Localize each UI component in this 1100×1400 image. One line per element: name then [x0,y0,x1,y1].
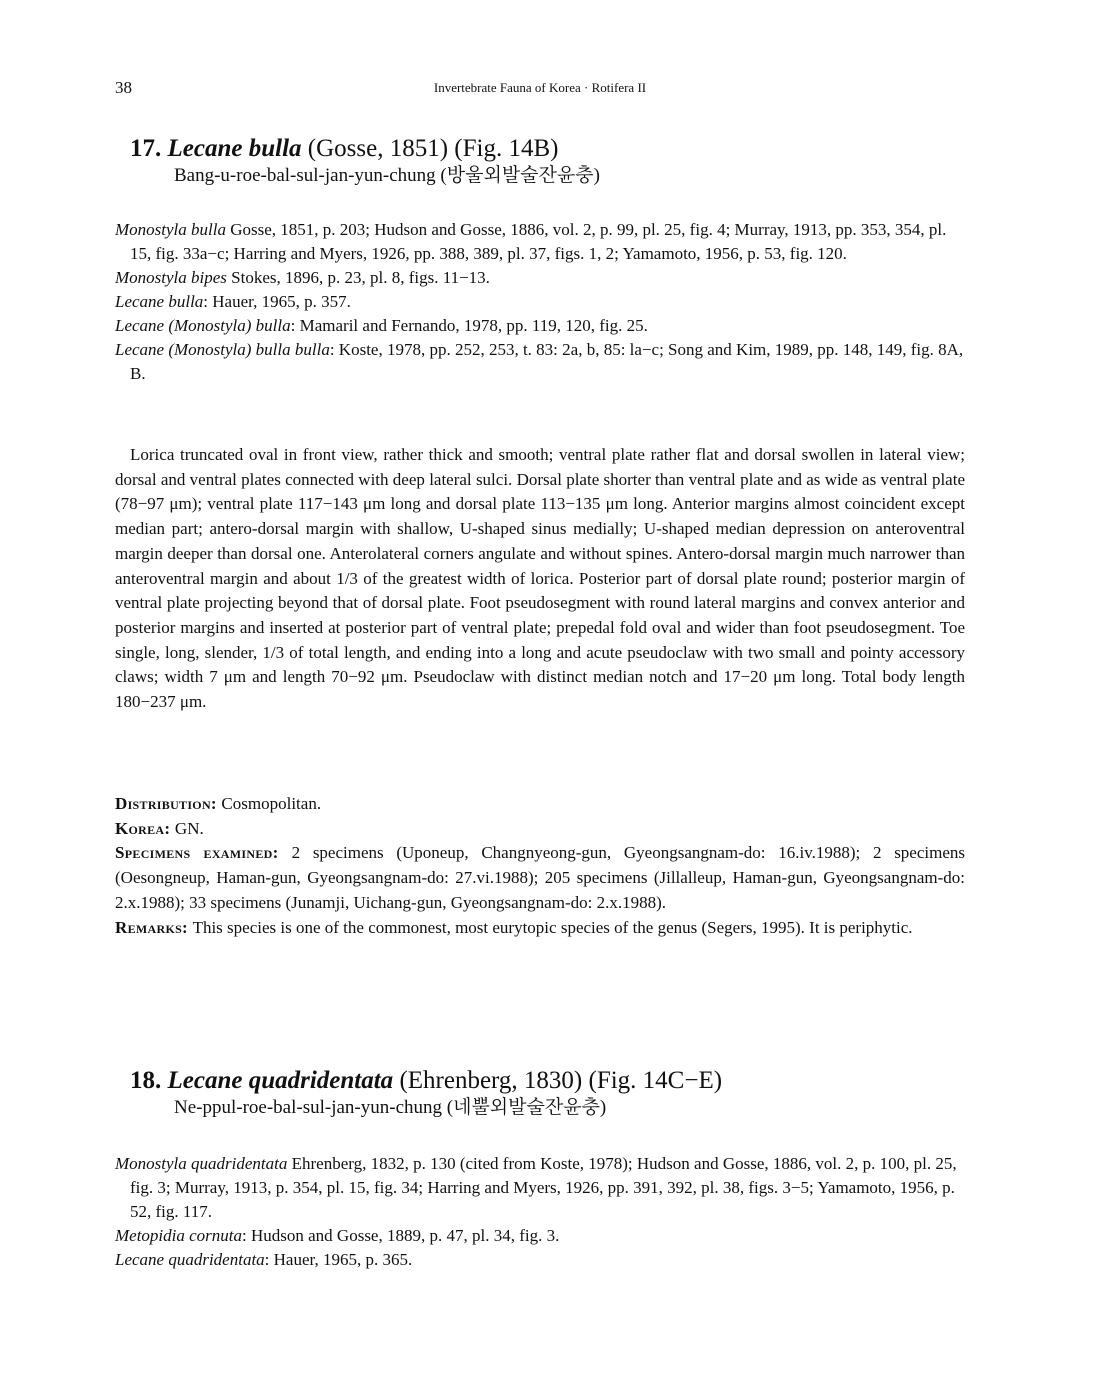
figure-reference: (Fig. 14B) [454,135,559,162]
species-author: (Ehrenberg, 1830) [399,1067,583,1094]
synonym-entry: Lecane (Monostyla) bulla: Mamaril and Fernando, 1978, pp. 119, 120, fig. 25. [115,316,648,335]
species-number: 18. [130,1067,162,1094]
page-number: 38 [115,78,132,97]
species-number: 17. [130,135,162,162]
specimens-examined: Specimens examined: 2 specimens (Uponeup, Changnyeong-gun, Gyeongsangnam-do: 16.iv.1988); 2 specimens (Oesongneup, Haman-gun, Gyeongsangnam-do: 27.vi.1988); 205 specimens (Jillalleup, Haman-gun, Gyeongsangnam-do: 2.x.1988); 33 specimens (Junamji, Uichang-gun, Gyeongsangnam-do: 2.x.1988). [115,843,966,912]
species-17-heading [115,134,965,188]
species-18-synonymy [115,1152,965,1272]
synonym-entry: Lecane (Monostyla) bulla bulla: Koste, 1978, pp. 252, 253, t. 83: 2a, b, 85: la−c; Song and Kim, 1989, pp. 148, 149, fig. 8A, B. [115,340,964,383]
synonym-entry: Monostyla quadridentata Ehrenberg, 1832, p. 130 (cited from Koste, 1978); Hudson and Gosse, 1886, vol. 2, p. 100, pl. 25, fig. 3; Murray, 1913, p. 354, pl. 15, fig. 34; Harring and Myers, 1926, pp. 391, 392, pl. 38, figs. 3−5; Yamamoto, 1956, p. 52, fig. 117. [115,1154,957,1221]
species-17-description: Lorica truncated oval in front view, rather thick and smooth; ventral plate rather flat and dorsal swollen in lateral view; dorsal and ventral plates connected with deep lateral sulci. Dorsal plate shorter than ventral plate and as wide as ventral plate (78−97 μm); ventral plate 117−143 μm long and dorsal plate 113−135 μm long. Anterior margins almost coincident except median part; antero-dorsal margin with shallow, U-shaped sinus medially; U-shaped median depression on anteroventral margin deeper than dorsal one. Anterolateral corners angulate and without spines. Antero-dorsal margin much narrower than anteroventral margin and about 1/3 of the greatest width of lorica. Posterior part of dorsal plate round; posterior margin of ventral plate projecting beyond that of dorsal plate. Foot pseudosegment with round lateral margins and convex anterior and posterior margins and inserted at posterior part of ventral plate; prepedal fold oval and wider than foot pseudosegment. Toe single, long, slender, 1/3 of total length, and ending into a long and acute pseudoclaw with two small and pointy accessory claws; width 7 μm and length 70−92 μm. Pseudoclaw with distinct median notch and 17−20 μm long. Total body length 180−237 μm. [115,445,965,712]
species-18-heading [115,1066,965,1120]
synonym-entry: Metopidia cornuta: Hudson and Gosse, 1889, p. 47, pl. 34, fig. 3. [115,1226,560,1245]
synonym-entry: Lecane quadridentata: Hauer, 1965, p. 365. [115,1250,413,1269]
species-17-synonymy [115,218,965,386]
figure-reference: (Fig. 14C−E) [588,1067,723,1094]
species-author: (Gosse, 1851) [307,135,449,162]
remarks: Remarks: This species is one of the commonest, most eurytopic species of the genus (Segers, 1995). It is periphytic. [115,917,913,937]
running-header [115,78,965,100]
species-17-notes [115,792,965,940]
synonym-entry: Monostyla bulla Gosse, 1851, p. 203; Hudson and Gosse, 1886, vol. 2, p. 99, pl. 25, fig. 4; Murray, 1913, pp. 353, 354, pl. 15, fig. 33a−c; Harring and Myers, 1926, pp. 388, 389, pl. 37, figs. 1, 2; Yamamoto, 1956, p. 53, fig. 120. [115,220,947,263]
distribution: Distribution: Cosmopolitan. [115,794,322,813]
species-title [130,1066,965,1096]
running-title: Invertebrate Fauna of Korea · Rotifera II [433,80,647,95]
korean-name: Ne-ppul-roe-bal-sul-jan-yun-chung (네뿔외발술잔윤충) [174,1097,607,1118]
species-title [130,134,965,164]
scientific-name: Lecane bulla [167,135,302,162]
korean-name: Bang-u-roe-bal-sul-jan-yun-chung (방울외발술잔윤충) [174,165,600,186]
synonym-entry: Lecane bulla: Hauer, 1965, p. 357. [115,292,351,311]
korea-record: Korea: GN. [115,818,204,838]
synonym-entry: Monostyla bipes Stokes, 1896, p. 23, pl. 8, figs. 11−13. [115,268,490,287]
scientific-name: Lecane quadridentata [167,1067,394,1094]
